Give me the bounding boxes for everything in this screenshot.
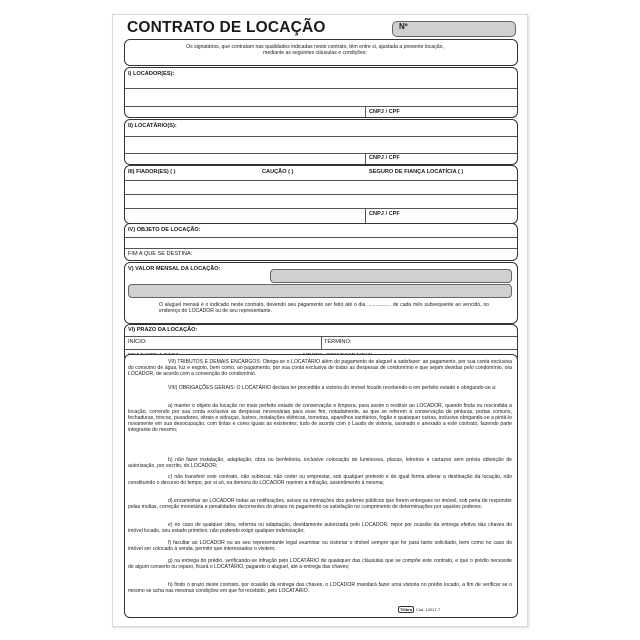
clause-e: e) no caso de qualquer obra, reforma ou adaptação, devidamente autorizada pelo LOCADOR, repor por ocasião da entrega efetiva das chaves do imóvel locado, seu estado primitivo, não podendo exigir qualquer indenização; [128,522,512,535]
locador-section [124,67,518,118]
objeto-section [124,223,518,261]
fiador-cnpj-label: CNPJ / CPF [369,211,400,217]
valor-extenso-field[interactable] [128,284,512,298]
fim-destina-label: FIM A QUE SE DESTINA: [128,251,193,257]
objeto-line-2[interactable] [125,248,517,249]
inicio-label[interactable]: INÍCIO: [128,339,147,345]
locatario-label: II) LOCATÁRIO(S): [128,123,177,129]
prazo-line-2 [125,349,517,350]
locatario-line-1[interactable] [125,136,517,137]
locador-cnpj-divider [365,106,366,117]
intro-text: Os signatários, que contratam nas qualidades indicadas neste contrato, têm entre si, ajustada a presente locação, mediante as seguintes cláusulas e condições: [186,44,444,57]
locador-cnpj-label: CNPJ / CPF [369,109,400,115]
clause-a: a) manter o objeto da locação no mais perfeito estado de conservação e limpeza, para assim o restituir ao LOCADOR, quando finda ou rescindida a locação, correndo por sua conta exclusiva as despesas necessárias para esse fim, notadamente, as que se referem à conservação de pinturas, portas comuns, fechaduras, trincos, puxadores, vitrais e vidraças, lustres, instalações elétricas, torneiras, aparelhos sanitários, fogão e quaisquer outras, inclusive obrigando-se a pintá-lo novamente em sua desocupação, com tintas e cores iguais as existentes; tudo de acordo com o Laudo de vistoria, assinado e anexado a este contrato, fazendo parte integrante do mesmo; [128,403,512,434]
locatario-cnpj-divider [365,153,366,164]
prazo-divider-1 [321,336,322,349]
publisher-logo: Tilibra [400,607,412,612]
locatario-section [124,119,518,165]
termino-label[interactable]: TÉRMINO: [324,339,352,345]
locador-line-1[interactable] [125,88,517,89]
contract-sheet [112,14,528,627]
product-code: Cód. 10017-7 [415,607,441,612]
objeto-label: IV) OBJETO DE LOCAÇÃO: [128,227,201,233]
clauses-section [124,354,518,618]
locatario-cnpj-label: CNPJ / CPF [369,155,400,161]
fiador-cnpj-divider [365,208,366,223]
clause-viii: VIII) OBRIGAÇÕES GERAIS: O LOCATÁRIO declara ter procedido a vistoria do imóvel locado recebendo-o em perfeito estado e obrigando-se a: [168,385,497,391]
valor-section [124,262,518,324]
clause-d: d) encaminhar ao LOCADOR todas as notificações, avisos ou intimações dos poderes públicos que forem entregues no imóvel, sob pena de responder pelas multas, correção monetária e penalidades decorrentes do atraso no pagamento ou satisfação no cumprimento de determinações por aqueles poderes; [128,498,512,511]
intro-box [124,39,518,66]
clause-b: b) não fazer instalação, adaptação, obra ou benfeitoria, inclusive colocação de luminosos, placas, letreiros e cartazes sem prévia obtenção de autorização, por escrito, do LOCADOR; [128,457,512,470]
clause-g: g) na entrega do prédio, verificando-se infração pelo LOCATÁRIO de quaisquer das cláusulas que se compõe este contrato, e que o prédio necessite de algum conserto ou reparo, ficará o LOCATÁRIO, pagando o aluguel, até a entrega das chaves; [128,558,512,571]
prazo-label: VI) PRAZO DA LOCAÇÃO: [128,327,198,333]
valor-label: V) VALOR MENSAL DA LOCAÇÃO: [128,266,221,272]
fiador-line-1[interactable] [125,180,517,181]
garantia-section [124,165,518,224]
clause-vii: VII) TRIBUTOS E DEMAIS ENCARGOS: Obriga-se o LOCATÁRIO além do pagamento de aluguel a satisfazer: ao pagamento, por sua conta exclusiva do consumo de água, luz e esgoto, bem como, ao pagamento, por sua conta exclusiva de todas as despesas de condomínio e que sejam devidas pelo condomínio, ora LOCADOR, de acordo com a convenção do condomínio. [128,359,512,378]
objeto-line[interactable] [125,237,517,238]
contract-number-label: Nº [399,22,408,31]
clause-c: c) não transferir este contrato, não sublocar, não ceder ou emprestar, sob qualquer pretexto e de igual forma alterar a destinação da locação, não constituindo o decurso do tempo, por si só, na demora do LOCADOR reprimir a infração, assentimento à mesma; [128,474,512,487]
valor-field[interactable] [270,269,512,283]
document-title: CONTRATO DE LOCAÇÃO [127,19,326,36]
clause-h: h) findo o prazo deste contrato, por ocasião da entrega das chaves, o LOCADOR mandará fazer uma vistoria no prédio locado, a fim de verificar se o mesmo se acha nas mesmas condições em que foi recebido, pelo LOCATÁRIO. [128,582,512,595]
publisher-footer [398,606,440,613]
fiador-label[interactable]: III) FIADOR(ES) ( ) [128,169,176,175]
fiador-line-3[interactable] [125,208,517,209]
valor-text: O aluguel mensal é o indicado neste contrato, devendo seu pagamento ser feito até o dia ................. de cada mês subsequente ao vencido, no endereço do LOCADOR ou de seu representante. [159,302,489,315]
fiador-line-2[interactable] [125,194,517,195]
clause-f: f) facultar ao LOCADOR ou ao seu representante legal examinar ou vistoriar o imóvel sempre que for para tanto solicitado, bem como no caso do imóvel ser colocado à venda, permitir que interessados o visitem; [128,540,512,553]
locatario-line-2[interactable] [125,153,517,154]
locador-line-2[interactable] [125,106,517,107]
caucao-label[interactable]: CAUÇÃO ( ) [262,169,294,175]
seguro-fianca-label[interactable]: SEGURO DE FIANÇA LOCATÍCIA ( ) [369,169,464,175]
locador-label: I) LOCADOR(ES): [128,71,175,77]
contract-number-field[interactable] [392,21,516,37]
